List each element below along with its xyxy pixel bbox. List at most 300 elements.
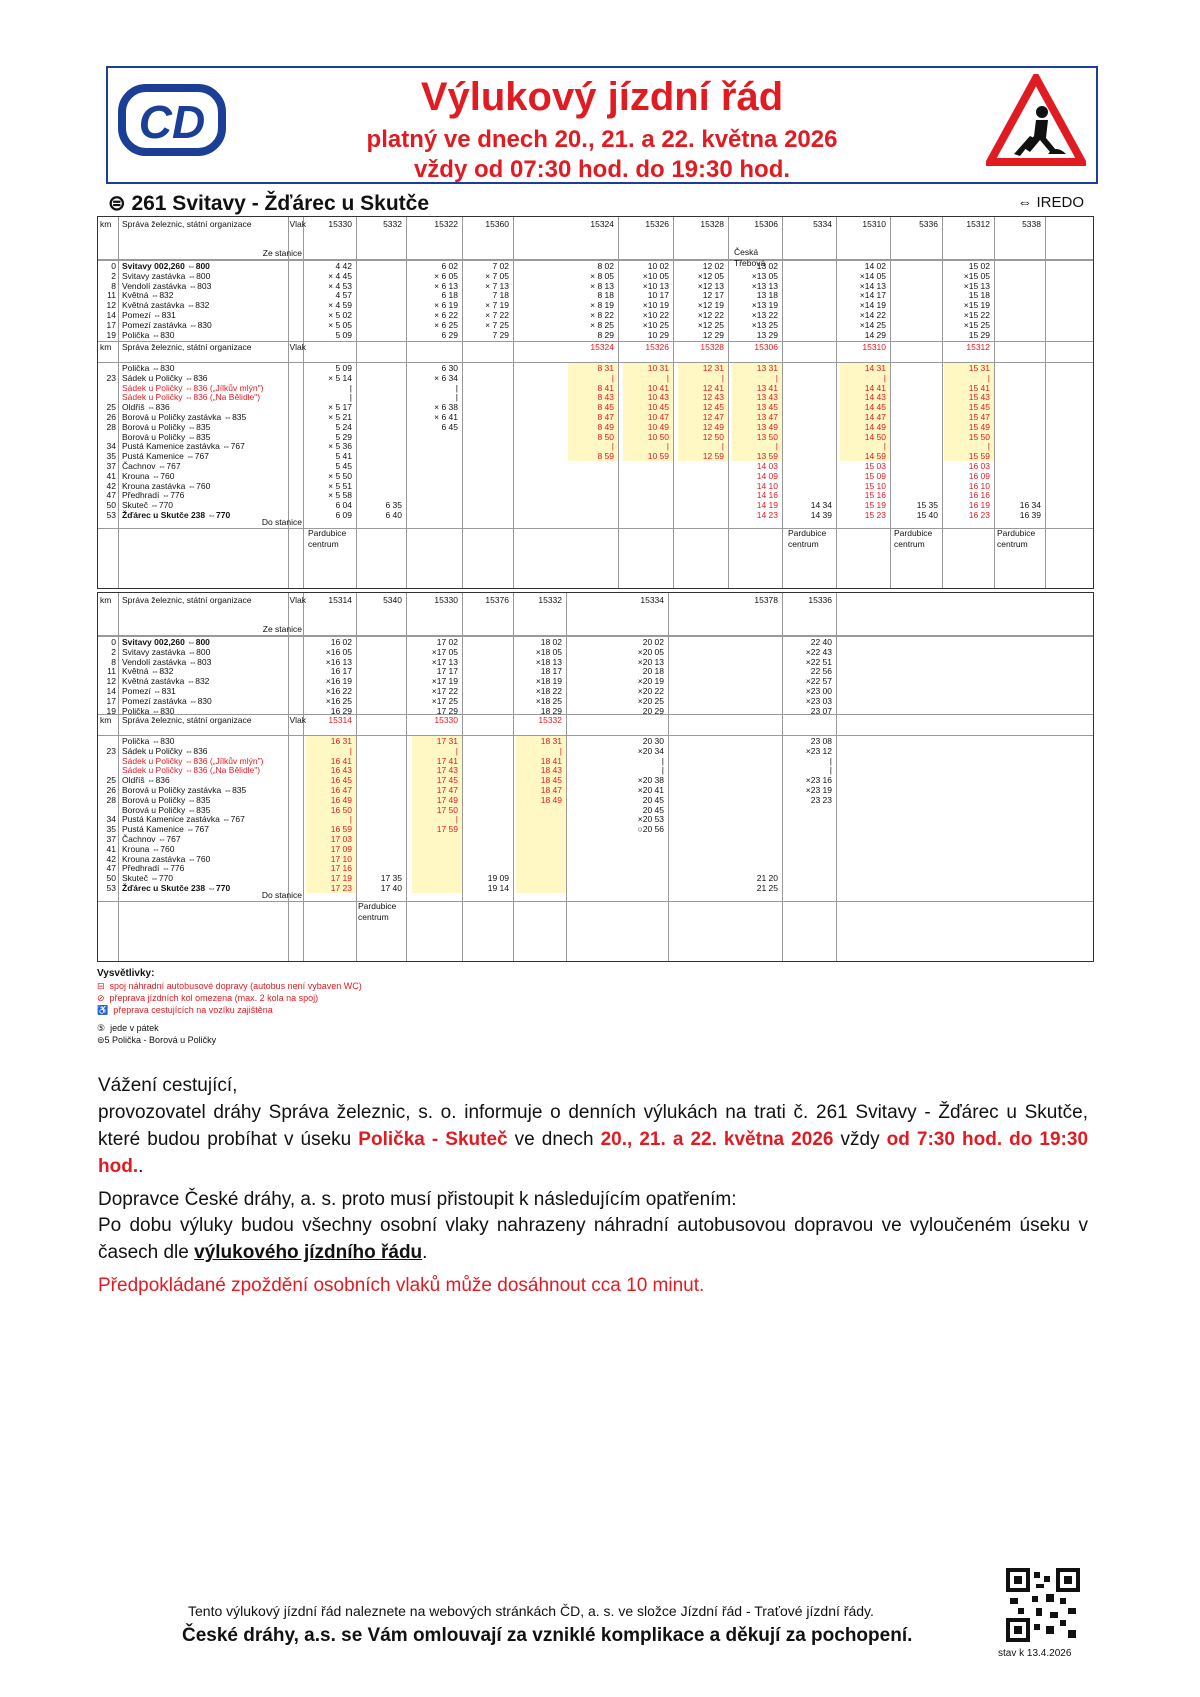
departure-time: ×15 13: [963, 280, 990, 291]
station-km: 0: [111, 261, 116, 271]
station-name: Vendolí zastávka ⇔803: [122, 656, 212, 667]
departure-time: |: [666, 441, 669, 452]
departure-time: 16 09: [968, 470, 990, 481]
departure-time: 8 43: [597, 392, 614, 403]
departure-time: × 7 13: [485, 280, 509, 291]
bus-number: 15306: [754, 342, 778, 352]
bus-number: 15324: [590, 342, 614, 352]
departure-time: 6 40: [385, 510, 402, 520]
departure-time: 17 02: [436, 637, 458, 647]
departure-time: 10 31: [647, 363, 669, 373]
departure-time: |: [987, 372, 990, 383]
departure-time: 10 43: [647, 392, 669, 403]
station-name: Pomezí zastávka ⇔830: [122, 319, 212, 330]
departure-time: 15 29: [968, 329, 990, 340]
departure-time: 14 09: [756, 470, 778, 481]
column-header-km: km: [100, 219, 112, 229]
departure-time: × 5 05: [328, 319, 352, 330]
departure-time: × 8 22: [590, 310, 614, 320]
departure-time: 13 59: [756, 451, 778, 462]
departure-time: ×17 22: [431, 686, 458, 696]
station-name: Polička ⇔830: [122, 363, 175, 373]
station-name: Sádek u Poličky ⇔836 („Na Bělidle"): [122, 392, 261, 403]
station-km: 42: [106, 853, 116, 864]
departure-time: ×14 22: [859, 310, 886, 320]
departure-time: 17 17: [436, 666, 458, 677]
station-km: 25: [106, 775, 116, 786]
departure-time: ×23 12: [805, 745, 832, 756]
departure-time: 8 02: [597, 261, 614, 271]
departure-time: 15 02: [968, 261, 990, 271]
departure-time: 6 04: [335, 500, 352, 511]
column-header-manager: Správa železnic, státní organizace: [122, 715, 252, 725]
departure-time: × 7 19: [485, 300, 509, 311]
grid-line: [673, 217, 674, 588]
departure-time: 8 50: [597, 431, 614, 442]
station-name: Pomezí ⇔831: [122, 310, 176, 320]
departure-time: 13 29: [756, 329, 778, 340]
departure-time: × 4 45: [328, 270, 352, 281]
station-name: Žďárec u Skutče 238 ⇔770: [122, 510, 231, 520]
departure-time: 16 10: [968, 480, 990, 491]
departure-time: ×18 22: [535, 686, 562, 696]
station-name: Čachnov ⇔767: [122, 461, 181, 471]
departure-time: ×14 13: [859, 280, 886, 291]
departure-time: |: [455, 392, 458, 403]
departure-time: ×16 22: [325, 686, 352, 696]
departure-time: |: [829, 755, 832, 766]
grid-line: [406, 217, 407, 588]
departure-time: |: [775, 372, 778, 383]
departure-time: |: [611, 372, 614, 383]
departure-time: 15 47: [968, 412, 990, 422]
departure-time: ×16 05: [325, 646, 352, 657]
legend-item-bus: ⊟ spoj náhradní autobusové dopravy (autobus není vybaven WC): [97, 981, 362, 991]
station-name: Svitavy 002,260 ⇔800: [122, 637, 210, 647]
departure-time: ×14 25: [859, 319, 886, 330]
station-name: Sádek u Poličky ⇔836: [122, 372, 208, 383]
departure-time: 13 45: [756, 402, 778, 413]
iredo-label: ⇔ IREDO: [1017, 194, 1084, 211]
station-name: Pustá Kamenice zastávka ⇔767: [122, 441, 245, 452]
to-station-label: Do stanice: [261, 890, 302, 900]
departure-time: ×12 19: [697, 300, 724, 311]
departure-time: 16 34: [1019, 500, 1041, 511]
train-number: 15310: [862, 219, 886, 229]
departure-time: ×18 25: [535, 695, 562, 706]
station-km: 19: [106, 705, 116, 716]
grid-line: [890, 217, 891, 588]
departure-time: ×17 13: [431, 656, 458, 667]
departure-time: 13 41: [756, 382, 778, 393]
train-number: 15324: [590, 219, 614, 229]
train-number: 5336: [919, 219, 938, 229]
departure-time: 14 23: [756, 510, 778, 520]
origin-station: Česká Třebová: [734, 247, 766, 268]
column-header-train: Vlak: [289, 342, 306, 352]
departure-time: 14 43: [864, 392, 886, 403]
grid-line: [728, 217, 729, 588]
timetable-part-1: [97, 216, 1094, 589]
column-header-manager: Správa železnic, státní organizace: [122, 595, 252, 605]
station-km: 17: [106, 319, 116, 330]
departure-time: |: [829, 765, 832, 776]
departure-time: × 6 22: [434, 310, 458, 320]
departure-time: 16 02: [330, 637, 352, 647]
from-station-label: Ze stanice: [262, 624, 302, 634]
station-name: Krouna zastávka ⇔760: [122, 853, 211, 864]
station-name: Skuteč ⇔770: [122, 500, 174, 511]
departure-time: ×10 05: [642, 270, 669, 281]
departure-time: × 5 14: [328, 372, 352, 383]
departure-time: |: [883, 441, 886, 452]
station-name: Krouna ⇔760: [122, 843, 175, 854]
legend-title: Vysvětlivky:: [97, 968, 155, 979]
departure-time: ×10 22: [642, 310, 669, 320]
train-number: 15360: [485, 219, 509, 229]
grid-line: [513, 593, 514, 961]
departure-time: 13 18: [756, 290, 778, 301]
departure-time: 20 30: [642, 736, 664, 746]
departure-time: × 5 51: [328, 480, 352, 491]
station-name: Čachnov ⇔767: [122, 834, 181, 844]
departure-time: 13 31: [756, 363, 778, 373]
station-name: Pustá Kamenice ⇔767: [122, 824, 209, 835]
departure-time: 14 19: [756, 500, 778, 511]
departure-time: 14 29: [864, 329, 886, 340]
station-km: 23: [106, 745, 116, 756]
bus-number: 15326: [645, 342, 669, 352]
station-name: Sádek u Poličky ⇔836 („Na Bělidle"): [122, 765, 261, 776]
to-station-label: Do stanice: [261, 517, 302, 527]
departure-time: 15 23: [864, 510, 886, 520]
departure-time: 18 29: [540, 705, 562, 716]
bus-number: 15310: [862, 342, 886, 352]
departure-time: 17 49: [436, 794, 458, 805]
departure-time: 17 47: [436, 785, 458, 795]
validity-dates: platný ve dnech 20., 21. a 22. května 2026: [366, 126, 838, 153]
departure-time: 16 23: [968, 510, 990, 520]
station-km: 2: [111, 270, 116, 281]
departure-time: ○20 56: [637, 824, 664, 835]
grid-line: [118, 217, 119, 588]
departure-time: 7 02: [492, 261, 509, 271]
departure-time: |: [661, 765, 664, 776]
departure-time: ×13 22: [751, 310, 778, 320]
departure-time: × 5 36: [328, 441, 352, 452]
departure-time: |: [721, 441, 724, 452]
station-name: Polička ⇔830: [122, 329, 175, 340]
departure-time: 6 45: [441, 421, 458, 432]
departure-time: |: [349, 392, 352, 403]
station-km: 53: [106, 510, 116, 520]
column-header-manager: Správa železnic, státní organizace: [122, 342, 252, 352]
station-km: 28: [106, 421, 116, 432]
departure-time: 10 45: [647, 402, 669, 413]
departure-time: 15 40: [916, 510, 938, 520]
departure-time: 15 16: [864, 490, 886, 501]
departure-time: |: [455, 382, 458, 393]
departure-time: 14 49: [864, 421, 886, 432]
train-number: 15322: [434, 219, 458, 229]
station-name: Sádek u Poličky ⇔836: [122, 745, 208, 756]
departure-time: 12 45: [702, 402, 724, 413]
column-header-train: Vlak: [289, 595, 306, 605]
svg-text:CD: CD: [138, 96, 206, 148]
station-name: Oldříš ⇔836: [122, 775, 170, 786]
departure-time: × 8 13: [590, 280, 614, 291]
footer-info: Tento výlukový jízdní řád naleznete na webových stránkách ČD, a. s. ve složce Jízdní řád - Traťové jízdní řády.: [188, 1603, 874, 1619]
timetable-part-2: [97, 592, 1094, 962]
departure-time: ×10 19: [642, 300, 669, 311]
departure-time: 10 02: [647, 261, 669, 271]
departure-time: 12 49: [702, 421, 724, 432]
departure-time: 8 29: [597, 329, 614, 340]
departure-time: 5 24: [335, 421, 352, 432]
departure-time: 16 03: [968, 461, 990, 471]
departure-time: 16 29: [330, 705, 352, 716]
departure-time: 16 49: [330, 794, 352, 805]
station-name: Předhradí ⇔776: [122, 490, 185, 501]
departure-time: 17 19: [330, 873, 352, 884]
grid-line: [462, 593, 463, 961]
departure-time: ×15 19: [963, 300, 990, 311]
info-paragraph-3: Po dobu výluky budou všechny osobní vlaky nahrazeny náhradní autobusovou dopravou ve vyloučeném úseku v časech dle výlukového jízdního řádu.: [98, 1215, 1088, 1263]
departure-time: 15 18: [968, 290, 990, 301]
column-header-train: Vlak: [289, 715, 306, 725]
departure-time: 6 02: [441, 261, 458, 271]
grid-line: [782, 593, 783, 961]
qr-code-icon: [1006, 1568, 1080, 1642]
destination: Pardubice centrum: [358, 901, 397, 922]
departure-time: 14 16: [756, 490, 778, 501]
departure-time: 19 14: [487, 883, 509, 893]
grid-line: [836, 593, 837, 961]
departure-time: ×20 05: [637, 646, 664, 657]
train-number: 15328: [700, 219, 724, 229]
station-name: Borová u Poličky ⇔835: [122, 794, 211, 805]
train-number: 15332: [538, 595, 562, 605]
departure-time: ×12 05: [697, 270, 724, 281]
departure-time: 15 59: [968, 451, 990, 462]
departure-time: 15 19: [864, 500, 886, 511]
station-name: Krouna zastávka ⇔760: [122, 480, 211, 491]
departure-time: |: [883, 372, 886, 383]
station-name: Sádek u Poličky ⇔836 („Jílkův mlýn"): [122, 382, 264, 393]
departure-time: 14 39: [810, 510, 832, 520]
station-km: 11: [107, 290, 116, 301]
grid-line: [994, 217, 995, 588]
station-km: 19: [106, 329, 116, 340]
departure-time: 6 35: [385, 500, 402, 511]
train-number: 15306: [754, 219, 778, 229]
departure-time: 17 29: [436, 705, 458, 716]
from-station-label: Ze stanice: [262, 248, 302, 258]
departure-time: 5 45: [335, 461, 352, 471]
departure-time: |: [455, 745, 458, 756]
departure-time: × 7 25: [485, 319, 509, 330]
station-name: Borová u Poličky ⇔835: [122, 804, 211, 815]
station-km: 14: [106, 310, 116, 320]
departure-time: × 5 58: [328, 490, 352, 501]
departure-time: ×18 05: [535, 646, 562, 657]
departure-time: 6 09: [335, 510, 352, 520]
departure-time: 10 29: [647, 329, 669, 340]
departure-time: 17 43: [436, 765, 458, 776]
station-km: 26: [106, 785, 116, 795]
departure-time: ×20 13: [637, 656, 664, 667]
station-km: 35: [106, 451, 116, 462]
train-number: 5332: [383, 219, 402, 229]
departure-time: 18 49: [540, 794, 562, 805]
departure-time: 18 31: [540, 736, 562, 746]
departure-time: 12 02: [702, 261, 724, 271]
departure-time: ×14 19: [859, 300, 886, 311]
station-km: 2: [111, 646, 116, 657]
departure-time: × 7 05: [485, 270, 509, 281]
departure-time: ×12 25: [697, 319, 724, 330]
departure-time: ×20 19: [637, 676, 664, 687]
train-number: 15376: [485, 595, 509, 605]
departure-time: 16 19: [968, 500, 990, 511]
departure-time: ×22 43: [805, 646, 832, 657]
footer-apology: České dráhy, a.s. se Vám omlouvají za vzniklé komplikace a děkují za pochopení.: [182, 1625, 913, 1646]
departure-time: ×20 53: [637, 814, 664, 825]
station-km: 50: [106, 873, 116, 884]
departure-time: 10 47: [647, 412, 669, 422]
roadworks-warning-icon: [986, 74, 1086, 166]
departure-time: ×13 19: [751, 300, 778, 311]
station-name: Oldříš ⇔836: [122, 402, 170, 413]
departure-time: 17 09: [330, 843, 352, 854]
destination: Pardubice centrum: [997, 528, 1036, 549]
departure-time: × 8 25: [590, 319, 614, 330]
departure-time: 7 29: [492, 329, 509, 340]
departure-time: 14 59: [864, 451, 886, 462]
departure-time: 21 20: [756, 873, 778, 884]
departure-time: ×14 17: [859, 290, 886, 301]
departure-time: ×23 16: [805, 775, 832, 786]
departure-time: ×20 38: [637, 775, 664, 786]
train-number: 15312: [966, 219, 990, 229]
departure-time: ×20 22: [637, 686, 664, 696]
station-km: 47: [106, 863, 116, 874]
departure-time: |: [661, 755, 664, 766]
departure-time: 18 41: [540, 755, 562, 766]
train-number: 15378: [754, 595, 778, 605]
departure-time: × 7 22: [485, 310, 509, 320]
station-name: Krouna ⇔760: [122, 470, 175, 481]
departure-time: 14 41: [864, 382, 886, 393]
bus-number: 15314: [328, 715, 352, 725]
departure-time: 6 30: [441, 363, 458, 373]
departure-time: 18 47: [540, 785, 562, 795]
station-name: Borová u Poličky ⇔835: [122, 431, 211, 442]
departure-time: |: [559, 745, 562, 756]
departure-time: 15 10: [864, 480, 886, 491]
grid-line: [303, 593, 304, 961]
departure-time: 17 16: [330, 863, 352, 874]
grid-line: [668, 593, 669, 961]
departure-time: × 5 21: [328, 412, 352, 422]
header-box: [106, 66, 1098, 184]
departure-time: × 5 50: [328, 470, 352, 481]
grid-line: [782, 217, 783, 588]
station-km: 34: [106, 441, 116, 452]
departure-time: 8 31: [597, 363, 614, 373]
departure-time: 15 50: [968, 431, 990, 442]
departure-time: ×12 13: [697, 280, 724, 291]
status-date: stav k 13.4.2026: [998, 1648, 1072, 1659]
departure-time: 12 29: [702, 329, 724, 340]
departure-time: × 5 02: [328, 310, 352, 320]
departure-time: × 8 05: [590, 270, 614, 281]
departure-time: 15 49: [968, 421, 990, 432]
departure-time: 16 16: [968, 490, 990, 501]
departure-time: 7 18: [492, 290, 509, 301]
departure-time: ×14 05: [859, 270, 886, 281]
departure-time: 13 49: [756, 421, 778, 432]
station-km: 35: [106, 824, 116, 835]
station-name: Skuteč ⇔770: [122, 873, 174, 884]
departure-time: 10 59: [647, 451, 669, 462]
grid-line: [288, 593, 289, 961]
station-km: 8: [111, 280, 116, 291]
departure-time: 5 29: [335, 431, 352, 442]
departure-time: 8 45: [597, 402, 614, 413]
departure-time: ×13 25: [751, 319, 778, 330]
departure-time: 6 18: [441, 290, 458, 301]
departure-time: 15 31: [968, 363, 990, 373]
bus-number: 15332: [538, 715, 562, 725]
departure-time: ×10 13: [642, 280, 669, 291]
station-name: Žďárec u Skutče 238 ⇔770: [122, 883, 231, 893]
departure-time: 15 43: [968, 392, 990, 403]
station-name: Polička ⇔830: [122, 705, 175, 716]
departure-time: 13 43: [756, 392, 778, 403]
departure-time: |: [349, 814, 352, 825]
train-number: 5340: [383, 595, 402, 605]
departure-time: ×18 19: [535, 676, 562, 687]
departure-time: ×12 22: [697, 310, 724, 320]
departure-time: ×16 19: [325, 676, 352, 687]
departure-time: ×15 25: [963, 319, 990, 330]
station-km: 37: [106, 834, 116, 844]
departure-time: ×22 57: [805, 676, 832, 687]
departure-time: 14 03: [756, 461, 778, 471]
departure-time: 20 02: [642, 637, 664, 647]
departure-time: |: [349, 745, 352, 756]
departure-time: 12 31: [702, 363, 724, 373]
station-km: 23: [106, 372, 116, 383]
departure-time: 17 31: [436, 736, 458, 746]
legend-item-section: ⊜5 Polička - Borová u Poličky: [97, 1035, 217, 1045]
train-number: 15330: [328, 219, 352, 229]
departure-time: 16 31: [330, 736, 352, 746]
destination: Pardubice centrum: [894, 528, 933, 549]
departure-time: 20 29: [642, 705, 664, 716]
departure-time: 14 34: [810, 500, 832, 511]
station-name: Květná ⇔832: [122, 666, 174, 677]
departure-time: 18 02: [540, 637, 562, 647]
departure-time: 8 18: [597, 290, 614, 301]
departure-time: 15 35: [916, 500, 938, 511]
departure-time: 12 59: [702, 451, 724, 462]
grid-line: [356, 593, 357, 961]
station-km: 37: [106, 461, 116, 471]
column-header-km: km: [100, 342, 112, 352]
departure-time: 5 41: [335, 451, 352, 462]
